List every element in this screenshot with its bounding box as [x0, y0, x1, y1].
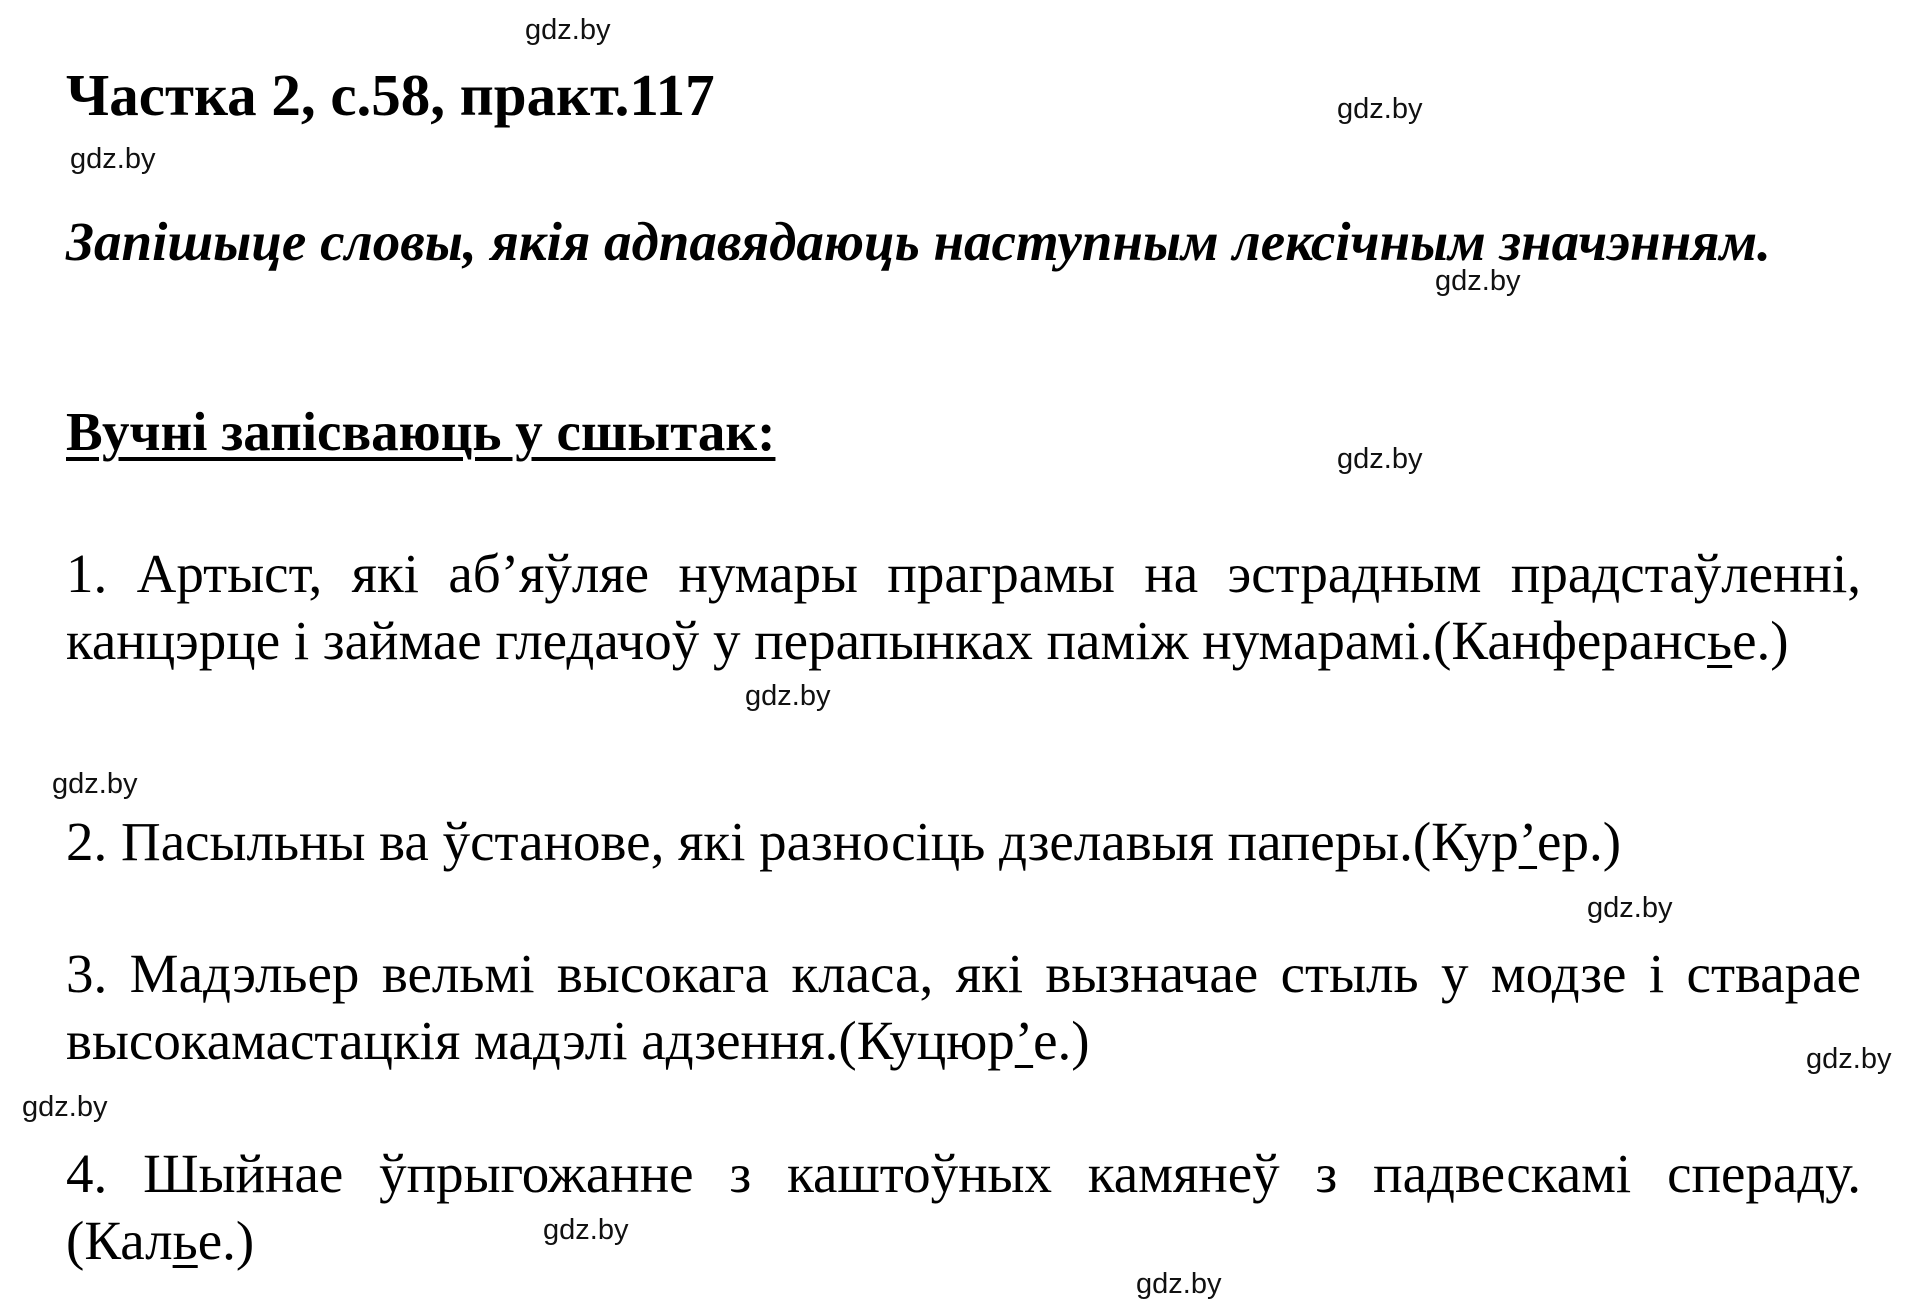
answer-subheading: Вучні запісваюць у сшытак: — [66, 401, 776, 462]
watermark: gdz.by — [525, 14, 611, 46]
answer-highlight: ’ — [1518, 811, 1538, 872]
watermark: gdz.by — [1806, 1043, 1892, 1075]
watermark: gdz.by — [1337, 443, 1423, 475]
item-answer: (Калье.) — [66, 1210, 255, 1271]
item-answer: (Канферансье.) — [1433, 610, 1789, 671]
item-definition: 3. Мадэльер вельмі высокага класа, які вызначае стыль у модзе і стварае высокамастацкія мадэлі адзення. — [66, 943, 1861, 1071]
item-definition: 1. Артыст, які аб’яўляе нумары праграмы на эстрадным прадстаўленні, канцэрце і займае гледачоў у перапынках паміж нумарамі. — [66, 543, 1861, 671]
item-definition: 2. Пасыльны ва ўстанове, які разносіць дзелавыя паперы. — [66, 811, 1413, 872]
watermark: gdz.by — [70, 143, 156, 175]
watermark: gdz.by — [1136, 1268, 1222, 1300]
watermark: gdz.by — [52, 768, 138, 800]
answer-item — [66, 940, 1861, 1074]
item-definition: 4. Шыйнае ўпрыгожанне з каштоўных камянеў з падвескамі спераду. — [66, 1143, 1861, 1204]
watermark: gdz.by — [1435, 265, 1521, 297]
watermark: gdz.by — [1337, 93, 1423, 125]
answer-item — [66, 540, 1861, 674]
answer-item — [66, 808, 1861, 875]
answer-highlight: ь — [1707, 610, 1733, 671]
task-instruction: Запішыце словы, якія адпавядаюць наступным лексічным значэнням. — [66, 211, 1771, 272]
page-title: Частка 2, с.58, практ.117 — [66, 62, 715, 128]
item-answer: (Куцюр’е.) — [838, 1010, 1090, 1071]
item-answer: (Кур’ер.) — [1412, 811, 1622, 872]
watermark: gdz.by — [543, 1214, 629, 1246]
answer-highlight: ’ — [1014, 1010, 1034, 1071]
watermark: gdz.by — [745, 680, 831, 712]
answer-highlight: ь — [172, 1210, 198, 1271]
answer-item — [66, 1140, 1861, 1274]
watermark: gdz.by — [22, 1091, 108, 1123]
watermark: gdz.by — [1587, 892, 1673, 924]
